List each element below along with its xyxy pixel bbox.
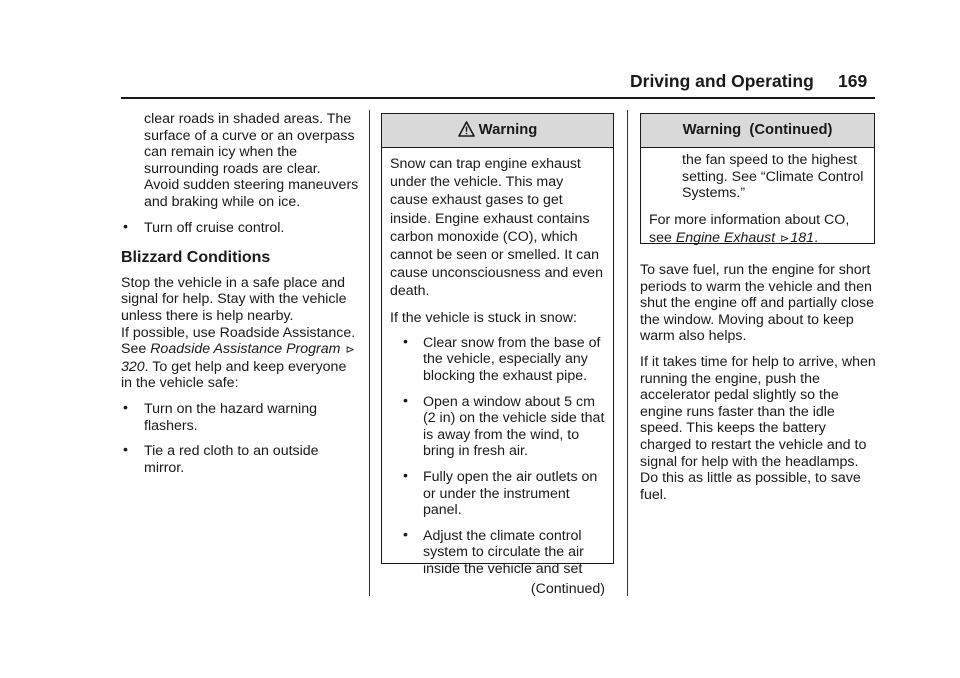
warning-box: [381, 113, 614, 597]
warning-body: [641, 148, 874, 248]
warning-triangle-icon: [458, 121, 475, 137]
paragraph: Stop the vehicle in a safe place and signal for help. Stay with the vehicle unless there is help nearby.: [121, 274, 347, 324]
list-item: [121, 401, 359, 434]
section-heading: Blizzard Conditions: [121, 249, 271, 267]
bullet-glyph: •: [123, 442, 128, 459]
list-item-text: Adjust the climate control system to circulate the air inside the vehicle and set: [423, 527, 584, 577]
list-item-text: Open a window about 5 cm (2 in) on the vehicle side that is away from the wind, to bring in fresh air.: [423, 393, 605, 460]
reference-arrow-icon: ⊳: [780, 232, 790, 245]
list-item: [121, 443, 359, 476]
list-item-text: Turn on the hazard warning flashers.: [144, 400, 317, 434]
bullet-glyph: •: [403, 333, 408, 350]
list-item-text: Tie a red cloth to an outside mirror.: [144, 443, 319, 476]
paragraph-text: If possible, use Roadside Assistance. See: [121, 324, 356, 358]
list-item: [390, 335, 605, 385]
list-item-text: Clear snow from the base of the vehicle, especially any blocking the exhaust pipe.: [423, 334, 601, 385]
paragraph-text: . To get help and keep everyone in the vehicle safe:: [121, 358, 347, 392]
column-divider-left: [369, 110, 370, 596]
list-item-text: Fully open the air outlets on or under the instrument panel.: [423, 468, 598, 519]
bullet-glyph: •: [123, 399, 128, 416]
header-rule: [121, 97, 875, 99]
list-item: [390, 469, 605, 519]
cross-reference-page[interactable]: 181: [790, 229, 815, 246]
bullet-glyph: •: [403, 526, 408, 543]
cross-reference-link[interactable]: Engine Exhaust: [675, 229, 776, 246]
warning-title: Warning: [478, 122, 538, 138]
continued-label: (Continued): [530, 580, 605, 597]
page-header-title: Driving and Operating: [630, 71, 814, 91]
list-item: [121, 220, 359, 237]
warning-paragraph: If the vehicle is stuck in snow:: [390, 309, 577, 326]
continued-text: clear roads in shaded areas. The surface of a curve or an overpass can remain icy when the surrounding roads are clear. Avoid sudden steering maneuvers and braking while on ice.: [144, 111, 359, 210]
warning-paragraph: [649, 211, 866, 248]
reference-arrow-icon: ⊳: [345, 344, 355, 357]
column-3: [640, 262, 878, 512]
bullet-glyph: •: [403, 392, 408, 409]
page-number: 169: [838, 71, 868, 91]
paragraph-text: For more information about CO, see: [649, 211, 850, 246]
warning-paragraph: Snow can trap engine exhaust under the vehicle. This may cause exhaust gases to get inside. Engine exhaust contains carbon monoxide (CO), which cannot be seen or smelled. It can cause unconsciousness and even death.: [390, 156, 603, 300]
bullet-glyph: •: [403, 467, 408, 484]
paragraph-text: .: [814, 229, 819, 246]
list-item-text: Turn off cruise control.: [144, 219, 285, 236]
column-divider-right: [627, 110, 628, 596]
paragraph: To save fuel, run the engine for short periods to warm the vehicle and then shut the engine off and partially close the window. Moving about to keep warm also helps.: [640, 262, 874, 345]
list-item: [390, 394, 605, 460]
cross-reference-link[interactable]: Roadside Assistance Program: [150, 341, 341, 358]
warning-header: [382, 114, 613, 148]
cross-reference-page[interactable]: 320: [121, 358, 145, 375]
bullet-glyph: •: [123, 218, 128, 235]
warning-body: [382, 148, 613, 598]
list-item: [390, 528, 605, 578]
warning-continued-text: the fan speed to the highest setting. See “Climate Control Systems.”: [682, 152, 864, 202]
paragraph: [121, 325, 359, 392]
column-1: [121, 111, 359, 485]
warning-title: Warning (Continued): [682, 122, 833, 138]
warning-continued-box: [640, 113, 875, 244]
warning-header: [641, 114, 874, 148]
paragraph: If it takes time for help to arrive, when running the engine, push the accelerator pedal slightly so the engine runs faster than the idle speed. This keeps the battery charged to restart the vehicle and to signal for help with the headlamps. Do this as little as possible, to save fuel.: [640, 353, 876, 503]
